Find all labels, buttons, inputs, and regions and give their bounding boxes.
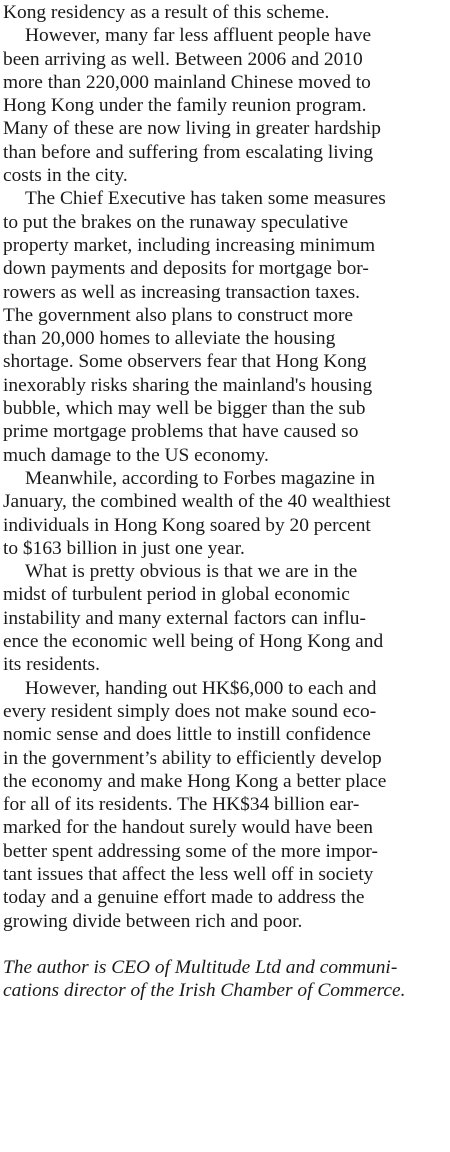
paragraph — [3, 677, 447, 933]
text-line: January, the combined wealth of the 40 wealthiest — [3, 491, 391, 513]
text-line: Many of these are now living in greater hardship — [3, 118, 382, 140]
text-line: What is pretty obvious is that we are in the — [25, 561, 358, 583]
text-line: rowers as well as increasing transaction taxes. — [3, 281, 360, 303]
paragraph — [3, 560, 447, 676]
paragraph — [3, 187, 447, 467]
text-line: to $163 billion in just one year. — [3, 537, 245, 559]
text-line: the economy and make Hong Kong a better place — [3, 770, 387, 792]
text-line: nomic sense and does little to instill confidence — [3, 724, 371, 746]
text-line: individuals in Hong Kong soared by 20 percent — [3, 514, 371, 536]
text-line: marked for the handout surely would have been — [3, 817, 373, 839]
text-line: bubble, which may well be bigger than the sub — [3, 398, 366, 420]
text-line: every resident simply does not make sound eco- — [3, 700, 377, 722]
text-line: growing divide between rich and poor. — [3, 910, 303, 932]
text-line: property market, including increasing minimum — [3, 234, 376, 256]
text-line: better spent addressing some of the more impor- — [3, 840, 378, 862]
text-line: tant issues that affect the less well off in society — [3, 863, 374, 885]
paragraph — [3, 24, 447, 187]
text-line: than before and suffering from escalating living — [3, 141, 374, 163]
author-note-line: cations director of the Irish Chamber of Commerce. — [3, 980, 406, 1002]
text-line: costs in the city. — [3, 165, 128, 187]
text-line: than 20,000 homes to alleviate the housing — [3, 328, 336, 350]
author-note — [3, 956, 447, 1003]
text-line: However, many far less affluent people have — [25, 25, 372, 47]
text-line: Kong residency as a result of this scheme. — [3, 2, 330, 23]
paragraph-spacer — [3, 933, 447, 956]
text-line: much damage to the US economy. — [3, 444, 269, 466]
text-line: today and a genuine effort made to address the — [3, 887, 365, 909]
author-note-line: The author is CEO of Multitude Ltd and communi- — [3, 957, 398, 979]
text-line: midst of turbulent period in global economic — [3, 584, 350, 606]
text-line: The government also plans to construct more — [3, 304, 354, 326]
article-column — [3, 1, 447, 1003]
text-line: in the government’s ability to efficiently develop — [3, 747, 382, 769]
text-line: prime mortgage problems that have caused so — [3, 421, 359, 443]
text-line: to put the brakes on the runaway speculative — [3, 211, 349, 233]
text-line: However, handing out HK$6,000 to each and — [25, 677, 377, 699]
text-line: Meanwhile, according to Forbes magazine in — [25, 467, 375, 489]
text-line: more than 220,000 mainland Chinese moved to — [3, 71, 371, 93]
text-line: for all of its residents. The HK$34 billion ear- — [3, 794, 360, 816]
text-line: been arriving as well. Between 2006 and 2010 — [3, 48, 363, 70]
text-line: The Chief Executive has taken some measures — [25, 188, 386, 210]
text-line: inexorably risks sharing the mainland's housing — [3, 374, 373, 396]
text-line: Hong Kong under the family reunion program. — [3, 95, 367, 117]
text-line: down payments and deposits for mortgage bor- — [3, 258, 369, 280]
text-line: shortage. Some observers fear that Hong Kong — [3, 351, 367, 373]
text-line: ence the economic well being of Hong Kong and — [3, 631, 384, 653]
paragraph — [3, 1, 447, 24]
text-line: instability and many external factors can influ- — [3, 607, 366, 629]
text-line: its residents. — [3, 654, 100, 676]
paragraph — [3, 467, 447, 560]
